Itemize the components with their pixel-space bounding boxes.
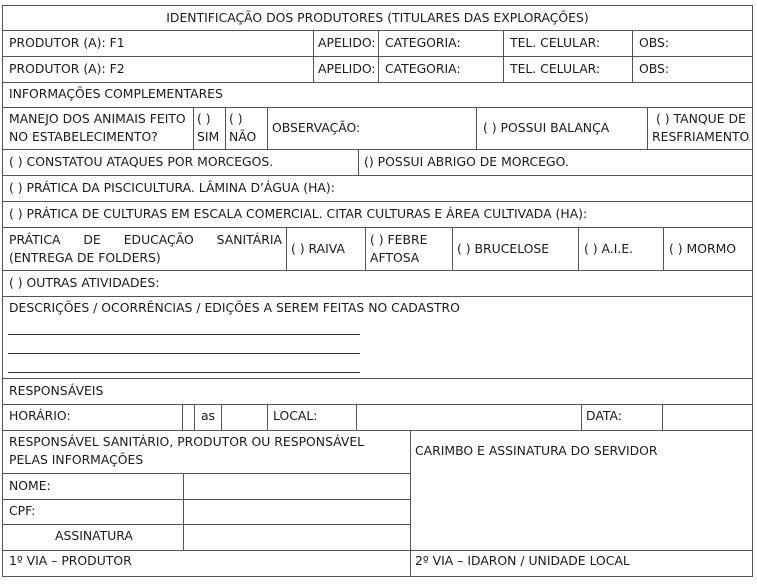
obs-f1-field[interactable]: OBS: bbox=[632, 31, 753, 57]
febre-label-line1: ( ) FEBRE bbox=[370, 232, 428, 247]
categoria-f1-field[interactable]: CATEGORIA: bbox=[378, 31, 504, 57]
manejo-question: MANEJO DOS ANIMAIS FEITO NO ESTABELECIMENTO? bbox=[2, 108, 194, 150]
horario-as-label: as bbox=[194, 405, 222, 431]
nome-field[interactable] bbox=[183, 474, 411, 500]
manejo-nao-option[interactable] bbox=[225, 108, 268, 150]
data-field[interactable] bbox=[662, 405, 753, 431]
piscicultura-checkbox[interactable]: ( ) PRÁTICA DA PISCICULTURA. LÂMINA D’ÁGUA (HA): bbox=[2, 176, 753, 202]
possui-balanca-checkbox[interactable]: ( ) POSSUI BALANÇA bbox=[476, 108, 648, 150]
febre-aftosa-checkbox[interactable] bbox=[365, 228, 453, 271]
via-produtor-label: 1º VIA – PRODUTOR bbox=[2, 551, 411, 577]
nao-checkbox[interactable]: ( ) bbox=[229, 111, 243, 126]
abrigo-morcego-checkbox[interactable]: () POSSUI ABRIGO DE MORCEGO. bbox=[358, 150, 753, 176]
culturas-checkbox[interactable]: ( ) PRÁTICA DE CULTURAS EM ESCALA COMERCIAL. CITAR CULTURAS E ÁREA CULTIVADA (HA): bbox=[2, 202, 753, 228]
carimbo-label: CARIMBO E ASSINATURA DO SERVIDOR bbox=[415, 443, 658, 458]
educacao-line1: PRÁTICA DE EDUCAÇÃO SANITÁRIA bbox=[9, 232, 282, 247]
nao-label: NÃO bbox=[229, 129, 257, 144]
febre-label-line2: AFTOSA bbox=[370, 250, 420, 265]
apelido-f1-field[interactable]: APELIDO: bbox=[313, 31, 379, 57]
observacao-field[interactable]: OBSERVAÇÃO: bbox=[267, 108, 477, 150]
educacao-sanitaria-label bbox=[2, 228, 287, 271]
mormo-checkbox[interactable]: ( ) MORMO bbox=[663, 228, 753, 271]
educacao-line2: (ENTREGA DE FOLDERS) bbox=[9, 250, 161, 265]
tel-f2-field[interactable]: TEL. CELULAR: bbox=[503, 57, 633, 83]
local-label: LOCAL: bbox=[267, 405, 357, 431]
descricao-line-1[interactable] bbox=[8, 334, 360, 335]
responsaveis-heading: RESPONSÁVEIS bbox=[2, 379, 753, 405]
sim-label: SIM bbox=[197, 129, 220, 144]
local-field[interactable] bbox=[356, 405, 582, 431]
tanque-resfriamento-checkbox[interactable] bbox=[647, 108, 753, 150]
assinatura-label: ASSINATURA bbox=[2, 525, 184, 551]
aie-checkbox[interactable]: ( ) A.I.E. bbox=[578, 228, 664, 271]
tel-f1-field[interactable]: TEL. CELULAR: bbox=[503, 31, 633, 57]
complementares-heading: INFORMAÇÕES COMPLEMENTARES bbox=[2, 83, 753, 108]
sim-checkbox[interactable]: ( ) bbox=[197, 111, 211, 126]
assinatura-field[interactable] bbox=[183, 525, 411, 551]
ataques-morcegos-checkbox[interactable]: ( ) CONSTATOU ATAQUES POR MORCEGOS. bbox=[2, 150, 359, 176]
descricao-line-2[interactable] bbox=[8, 353, 360, 354]
brucelose-checkbox[interactable]: ( ) BRUCELOSE bbox=[452, 228, 579, 271]
tanque-label-line2: RESFRIAMENTO bbox=[652, 129, 750, 144]
apelido-f2-field[interactable]: APELIDO: bbox=[313, 57, 379, 83]
categoria-f2-field[interactable]: CATEGORIA: bbox=[378, 57, 504, 83]
descricoes-section[interactable] bbox=[2, 297, 753, 379]
manejo-sim-option[interactable] bbox=[193, 108, 226, 150]
descricoes-label: DESCRIÇÕES / OCORRÊNCIAS / EDIÇÕES A SEREM FEITAS NO CADASTRO bbox=[9, 300, 460, 315]
nome-label: NOME: bbox=[2, 474, 184, 500]
responsavel-sanitario-heading: RESPONSÁVEL SANITÁRIO, PRODUTOR OU RESPONSÁVEL PELAS INFORMAÇÕES bbox=[2, 431, 411, 474]
cpf-label: CPF: bbox=[2, 500, 184, 525]
form-header: IDENTIFICAÇÃO DOS PRODUTORES (TITULARES DAS EXPLORAÇÕES) bbox=[2, 5, 753, 31]
horario-end-field[interactable] bbox=[221, 405, 268, 431]
descricao-line-3[interactable] bbox=[8, 372, 360, 373]
horario-label: HORÁRIO: bbox=[2, 405, 183, 431]
produtor-f1-field[interactable]: PRODUTOR (A): F1 bbox=[2, 31, 314, 57]
tanque-label-line1: ( ) TANQUE DE bbox=[656, 111, 746, 126]
data-label: DATA: bbox=[581, 405, 663, 431]
obs-f2-field[interactable]: OBS: bbox=[632, 57, 753, 83]
via-idaron-label: 2º VIA – IDARON / UNIDADE LOCAL bbox=[410, 551, 753, 577]
raiva-checkbox[interactable]: ( ) RAIVA bbox=[286, 228, 366, 271]
cpf-field[interactable] bbox=[183, 500, 411, 525]
produtor-f2-field[interactable]: PRODUTOR (A): F2 bbox=[2, 57, 314, 83]
carimbo-assinatura-area[interactable] bbox=[410, 431, 753, 551]
outras-atividades-checkbox[interactable]: ( ) OUTRAS ATIVIDADES: bbox=[2, 271, 753, 297]
